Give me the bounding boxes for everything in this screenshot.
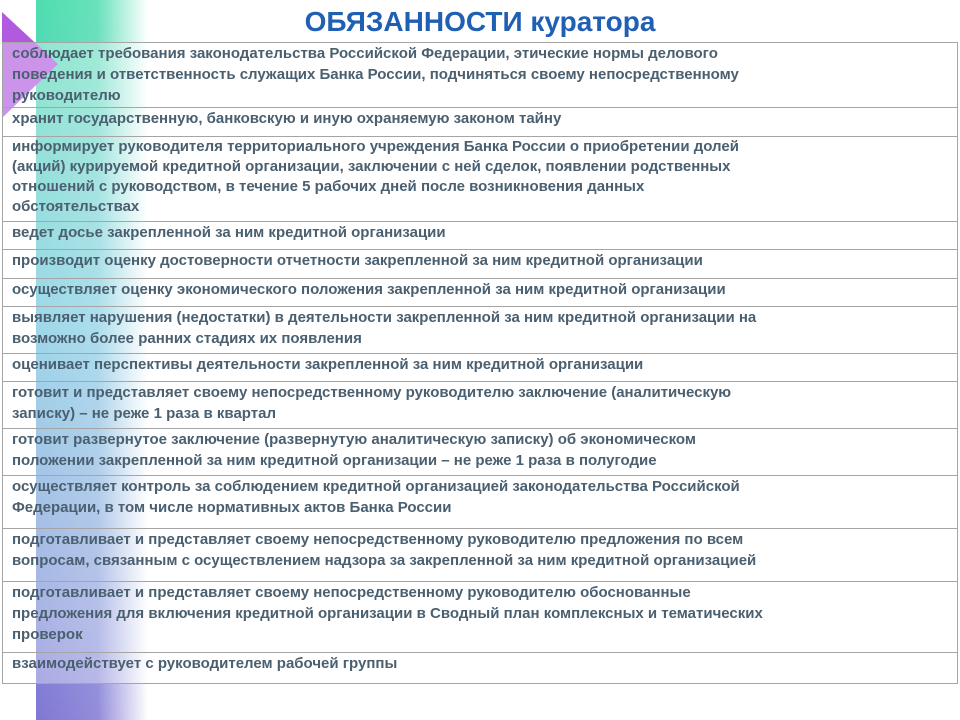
- duty-row: [3, 382, 958, 429]
- duty-row: [3, 137, 958, 222]
- duty-line: проверок: [12, 626, 83, 643]
- duty-row: [3, 582, 958, 653]
- duty-row: [3, 653, 958, 684]
- duty-line: положении закрепленной за ним кредитной организации – не реже 1 раза в полугодие: [12, 452, 657, 469]
- duty-row: [3, 429, 958, 476]
- duty-line: подготавливает и представляет своему непосредственному руководителю предложения по всем: [12, 531, 744, 548]
- duty-row: [3, 476, 958, 529]
- duty-text: [12, 476, 949, 518]
- duty-text: [12, 250, 949, 271]
- duty-line: подготавливает и представляет своему непосредственному руководителю обоснованные: [12, 584, 691, 601]
- duty-line: осуществляет контроль за соблюдением кредитной организацией законодательства Российской: [12, 478, 740, 495]
- duty-text: [12, 222, 949, 243]
- duty-line: отношений с руководством, в течение 5 рабочих дней после возникновения данных: [12, 178, 645, 195]
- duty-text: [12, 307, 949, 349]
- duty-line: готовит и представляет своему непосредственному руководителю заключение (аналитическую: [12, 384, 732, 401]
- duty-text: [12, 108, 949, 129]
- duty-line: предложения для включения кредитной организации в Сводный план комплексных и тематических: [12, 605, 763, 622]
- duty-row: [3, 279, 958, 307]
- duty-line: руководителю: [12, 87, 121, 104]
- duty-text: [12, 382, 949, 424]
- duty-text: [12, 653, 949, 674]
- duty-line: записку) – не реже 1 раза в квартал: [12, 405, 276, 422]
- duty-text: [12, 582, 949, 645]
- slide-title: ОБЯЗАННОСТИ куратора: [304, 6, 656, 37]
- duty-line: взаимодействует с руководителем рабочей группы: [12, 655, 398, 672]
- duty-line: (акций) курируемой кредитной организации, заключении с ней сделок, появлении родственных: [12, 158, 731, 175]
- duty-line: выявляет нарушения (недостатки) в деятельности закрепленной за ним кредитной организации на: [12, 309, 757, 326]
- duty-text: [12, 354, 949, 375]
- duty-line: возможно более ранних стадиях их появления: [12, 330, 362, 347]
- duty-row: [3, 43, 958, 108]
- duty-row: [3, 222, 958, 250]
- duty-line: осуществляет оценку экономического положения закрепленной за ним кредитной организации: [12, 281, 726, 298]
- duty-row: [3, 250, 958, 279]
- duty-line: Федерации, в том числе нормативных актов Банка России: [12, 499, 452, 516]
- duty-text: [12, 529, 949, 571]
- duty-line: обстоятельствах: [12, 198, 140, 215]
- duty-row: [3, 354, 958, 382]
- duty-line: производит оценку достоверности отчетности закрепленной за ним кредитной организации: [12, 252, 703, 269]
- duty-line: хранит государственную, банковскую и иную охраняемую законом тайну: [12, 110, 562, 127]
- duty-row: [3, 108, 958, 137]
- duty-text: [12, 279, 949, 300]
- duty-line: информирует руководителя территориального учреждения Банка России о приобретении долей: [12, 138, 739, 155]
- duty-text: [12, 429, 949, 471]
- duty-line: ведет досье закрепленной за ним кредитной организации: [12, 224, 446, 241]
- duty-line: вопросам, связанным с осуществлением надзора за закрепленной за ним кредитной организацией: [12, 552, 757, 569]
- duty-text: [12, 137, 949, 221]
- duty-text: [12, 43, 949, 106]
- duty-row: [3, 307, 958, 354]
- duties-table: [2, 42, 958, 684]
- duty-line: готовит развернутое заключение (развернутую аналитическую записку) об экономическом: [12, 431, 696, 448]
- duty-line: поведения и ответственность служащих Банка России, подчиняться своему непосредственному: [12, 66, 739, 83]
- duty-row: [3, 529, 958, 582]
- duty-line: оценивает перспективы деятельности закрепленной за ним кредитной организации: [12, 356, 644, 373]
- duty-line: соблюдает требования законодательства Российской Федерации, этические нормы делового: [12, 45, 718, 62]
